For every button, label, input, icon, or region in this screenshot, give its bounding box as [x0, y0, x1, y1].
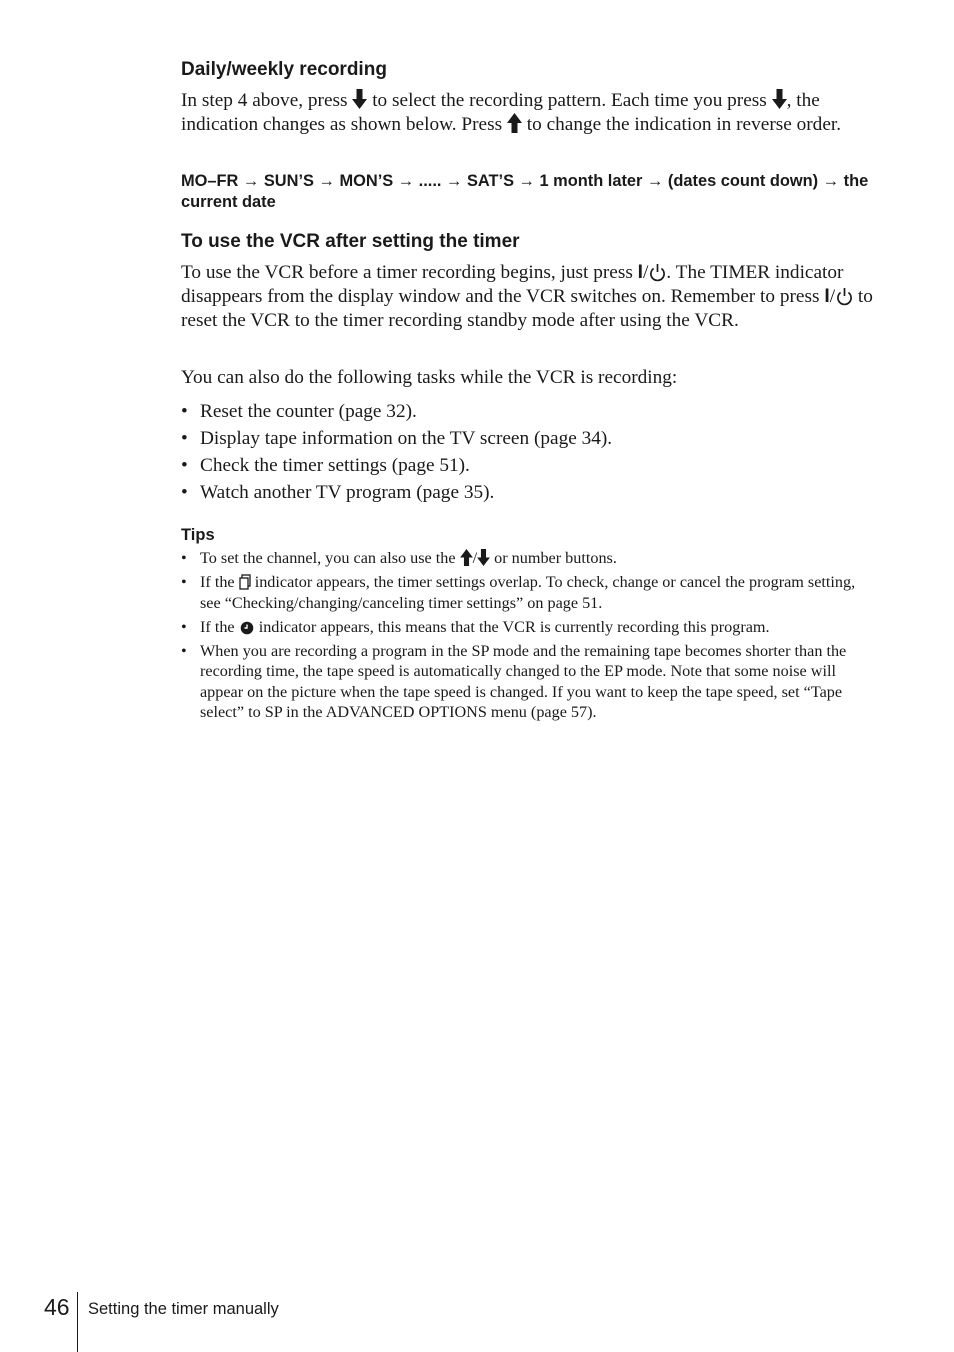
power-bar-glyph: I [824, 286, 830, 307]
bullet-glyph: • [181, 549, 187, 567]
tip-1-text-b: or number buttons. [494, 549, 617, 567]
bullet-glyph: • [181, 482, 188, 503]
tips-list [181, 548, 871, 726]
page-number: 46 [44, 1294, 70, 1320]
footer-divider [77, 1292, 78, 1352]
tip-3-text-b: indicator appears, this means that the VCR is currently recording this program. [258, 617, 770, 636]
list-item [181, 400, 612, 427]
list-item-text: Check the timer settings (page 51). [200, 455, 470, 476]
up-arrow-icon [507, 113, 522, 133]
list-item [181, 427, 612, 454]
slash-glyph: / [829, 286, 836, 307]
daily-paragraph [181, 89, 881, 137]
vcr-paragraph-2: You can also do the following tasks while the VCR is recording: [181, 367, 678, 388]
recording-pattern-sequence: MO–FR → SUN’S → MON’S → ..... → SAT’S → 1 month later → (dates count down) → the current date [181, 172, 869, 211]
timer-overlap-icon [239, 574, 251, 590]
slash-glyph: / [643, 262, 649, 283]
section-heading-vcr: To use the VCR after setting the timer [181, 231, 520, 252]
bullet-glyph: • [181, 401, 188, 422]
tip-1-text-a: To set the channel, you can also use the [200, 549, 456, 567]
task-list [181, 400, 612, 508]
tip-item [181, 572, 871, 613]
tip-item [181, 641, 871, 723]
tips-heading: Tips [181, 526, 215, 544]
list-item-text: Watch another TV program (page 35). [200, 482, 495, 503]
down-arrow-icon [352, 89, 367, 109]
vcr-text-1: To use the VCR before a timer recording begins, just press [181, 262, 633, 283]
list-item [181, 481, 612, 508]
daily-text-4: to change the indication in reverse order. [526, 114, 842, 135]
power-icon [836, 287, 853, 306]
tip-4-text: When you are recording a program in the SP mode and the remaining tape becomes shorter than the recording time, the tape speed is automatically changed to the EP mode. Note that some noise will appear on the picture when the tape speed is changed. If you want to keep the tape speed, set “Tape select” to SP in the ADVANCED OPTIONS menu (page 57). [200, 641, 847, 721]
footer-section-title: Setting the timer manually [88, 1300, 279, 1318]
bullet-glyph: • [181, 641, 187, 660]
daily-text-2: to select the recording pattern. Each time you press [372, 90, 767, 111]
vcr-text-2: . The TIMER indicator disappears from the display window and the VCR switches on. Remember to press [181, 262, 844, 307]
slash-glyph: / [472, 549, 478, 567]
tip-3-text-a: If the [200, 617, 235, 636]
up-arrow-icon [460, 549, 473, 566]
section-heading-daily-weekly: Daily/weekly recording [181, 59, 387, 80]
down-arrow-icon [772, 89, 787, 109]
tip-item [181, 617, 871, 638]
daily-text-1: In step 4 above, press [181, 90, 348, 111]
bullet-glyph: • [181, 428, 188, 449]
vcr-text-3: to reset the VCR to the timer recording standby mode after using the VCR. [181, 286, 873, 331]
down-arrow-icon [477, 549, 490, 566]
recording-clock-icon [239, 619, 255, 635]
tip-2-text-a: If the [200, 573, 235, 591]
tip-2-text-b: indicator appears, the timer settings overlap. To check, change or cancel the program setting, see “Checking/changing/canceling timer settings” on page 51. [200, 573, 856, 612]
power-bar-glyph: I [637, 262, 644, 283]
tip-item [181, 548, 871, 569]
bullet-glyph: • [181, 455, 188, 476]
list-item-text: Display tape information on the TV screen (page 34). [200, 428, 613, 449]
list-item [181, 454, 612, 481]
list-item-text: Reset the counter (page 32). [200, 401, 417, 422]
bullet-glyph: • [181, 573, 187, 591]
daily-text-3: , the indication changes as shown below. Press [181, 90, 820, 135]
power-icon [649, 263, 666, 282]
bullet-glyph: • [181, 617, 187, 636]
vcr-paragraph [181, 261, 881, 333]
